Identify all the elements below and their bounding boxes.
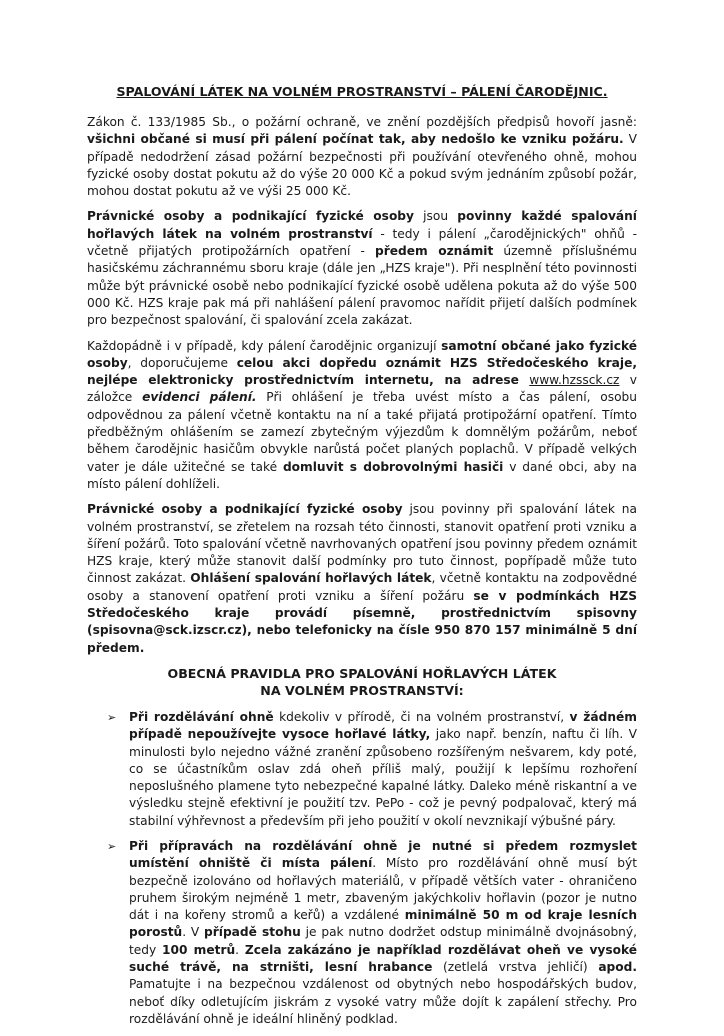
emphasized-text: 100 metrů (162, 942, 236, 957)
emphasized-text: se v podmínkách HZS Středočeského kraje provádí písemně, prostřednictvím spisovny (spisovna@sck.izscr.cz), nebo telefonicky na čísle 950 870 157 minimálně 5 dní předem. (87, 588, 637, 655)
rules-subheading (87, 665, 637, 699)
body-text: , včetně kontaktu na zodpovědné osoby a stanovení opatření proti vzniku a šíření požáru (87, 571, 637, 603)
emphasized-text: případě stohu (204, 925, 301, 940)
body-text: - tedy i pálení „čarodějnických" ohňů - včetně přijatých protipožárních opatření - (87, 226, 637, 259)
body-text: (zetlelá vrstva jehličí) (432, 960, 599, 975)
emphasized-text: Právnické osoby a podnikající fyzické osoby (87, 502, 403, 517)
rules-subheading-line2: NA VOLNÉM PROSTRANSTVÍ: (260, 682, 464, 698)
body-text: Zákon č. 133/1985 Sb., o požární ochraně, ve znění pozdějších předpisů hovoří jasně: (87, 115, 637, 129)
emphasized-text: celou akci dopředu oznámit HZS Středočeského kraje, nejlépe elektronicky prostřednictvím internetu, na adrese (87, 355, 637, 388)
website-link[interactable]: www.hzssck.cz (529, 373, 620, 388)
body-text: jako např. benzín, naftu či líh. V minulosti bylo nejedno vážné zranění způsobeno rozšířeným nešvarem, kdy poté, co se účastníkům oslav zdá oheň příliš malý, použijí k lepšímu rozhoření neposlušného plamene tyto nebezpečné kapalné látky. Daleko méně riskantní a ve výsledku stejně efektivní je použití tzv. PePo - což je pevný podpalovač, který má stabilní výhřevnost a především při jeho použití v okolí nevznikají výbušné páry. (129, 727, 637, 828)
paragraph (87, 501, 637, 657)
paragraph (87, 208, 637, 329)
body-text: Pamatujte i na bezpečnou vzdálenost od obytných nebo hospodářských budov, neboť díky odletujícím jiskrám z vysoké vatry může dojít k zapálení střechy. Pro rozdělávání ohně je ideální hliněný podklad. (129, 977, 637, 1026)
body-text: . V (182, 925, 205, 940)
emphasized-text: v žádném případě nepoužívejte vysoce hořlavé látky, (129, 709, 637, 742)
body-text: jsou povinny při spalování látek na volném prostranství, se zřetelem na rozsah této činnosti, stanovit opatření proti vzniku a šíření požárů. Toto spalování včetně navrhovaných opatření jsou povinny předem oznámit HZS kraje, který může stanovit další podmínky pro tuto činnost, popřípadě může tuto činnost zakázat. (87, 502, 637, 586)
body-text: Každopádně i v případě, kdy pálení čarodějnic organizují (87, 338, 442, 353)
emphasized-text: všichni občané si musí při pálení počínat tak, aby nedošlo ke vzniku požáru. (87, 132, 624, 147)
body-text: v záložce (87, 373, 638, 405)
body-text: . Místo pro rozdělávání ohně musí být bezpečně izolováno od hořlavých materiálů, v případě větších vater - ohraničeno pruhem širokým nejméně 1 metr, zbaveným jakýchkoliv hořlavin (pozor je nutno dát i na kořeny stromů a keřů) a vzdálené (129, 856, 637, 923)
rules-list (87, 709, 637, 1028)
emphasized-text: Zcela zakázáno je například rozdělávat oheň ve vysoké suché trávě, na strništi, lesní hrabance (129, 942, 637, 975)
body-text: v dané obci, aby na místo pálení dohlíželi. (87, 459, 638, 491)
rule-list-item (87, 838, 637, 1028)
emphasized-text: apod. (598, 960, 637, 975)
emphasized-text: evidenci pálení. (142, 390, 257, 405)
body-text: V případě nedodržení zásad požární bezpečnosti při používání otevřeného ohně, mohou fyzické osoby dostat pokutu až do výše 20 000 Kč a pokud svým jednáním způsobí požár, mohou dostat pokutu až ve výši 25 000 Kč. (87, 132, 637, 199)
body-text: je pak nutno dodržet odstup minimálně dvojnásobný, tedy (129, 925, 637, 957)
document-title: SPALOVÁNÍ LÁTEK NA VOLNÉM PROSTRANSTVÍ – PÁLENÍ ČARODĚJNIC. (116, 84, 608, 99)
emphasized-text: povinny každé spalování hořlavých látek na volném prostranství (87, 209, 637, 241)
emphasized-text: domluvit s dobrovolnými hasiči (282, 459, 504, 474)
paragraph (87, 114, 637, 200)
emphasized-text: předem oznámit (375, 244, 494, 259)
body-text: . (235, 942, 245, 957)
body-text: , doporučujeme (127, 355, 237, 370)
body-text (519, 373, 529, 387)
body-text: kdekoliv v přírodě, či na volném prostranství, (273, 709, 570, 724)
emphasized-text: Ohlášení spalování hořlavých látek (190, 571, 432, 586)
document-page (87, 83, 637, 1036)
arrow-bullet-icon: ➢ (107, 839, 117, 853)
arrow-bullet-icon: ➢ (107, 710, 117, 724)
body-text: Při ohlášení je třeba uvést místo a čas pálení, osobu odpovědnou za pálení včetně kontaktu na ní a také přijatá protipožární opatření. Tímto předběžným ohlášením se zamezí zbytečným výjezdům k domnělým požárům, neboť během čarodějnic hasičům obvykle narůstá počet planých poplachů. V případě velkých vater je dále užitečné se také (87, 390, 637, 474)
emphasized-text: Při rozdělávání ohně (129, 709, 274, 724)
emphasized-text: Právnické osoby a podnikající fyzické osoby (87, 209, 414, 224)
rule-list-item (87, 709, 637, 830)
rules-subheading-line1: OBECNÁ PRAVIDLA PRO SPALOVÁNÍ HOŘLAVÝCH LÁTEK (167, 665, 557, 681)
body-text: územně příslušnému hasičskému záchrannému sboru kraje (dále jen „HZS kraje"). Při nesplnění této povinnosti může být právnické osobě nebo podnikající fyzické osobě udělena pokuta až do výše 500 000 Kč. HZS kraje pak má při nahlášení pálení pravomoc nařídit přijetí dalších podmínek pro bezpečnost spalování, či spalování zcela zakázat. (87, 244, 637, 328)
emphasized-text: Při přípravách na rozdělávání ohně je nutné si předem rozmyslet umístění ohniště či místa pálení (129, 838, 637, 871)
emphasized-text: samotní občané jako fyzické osoby (87, 338, 637, 370)
body-text: jsou (413, 209, 458, 224)
emphasized-text: minimálně 50 m od kraje lesních porostů (129, 908, 637, 940)
body-paragraphs (87, 114, 637, 657)
paragraph (87, 338, 637, 494)
